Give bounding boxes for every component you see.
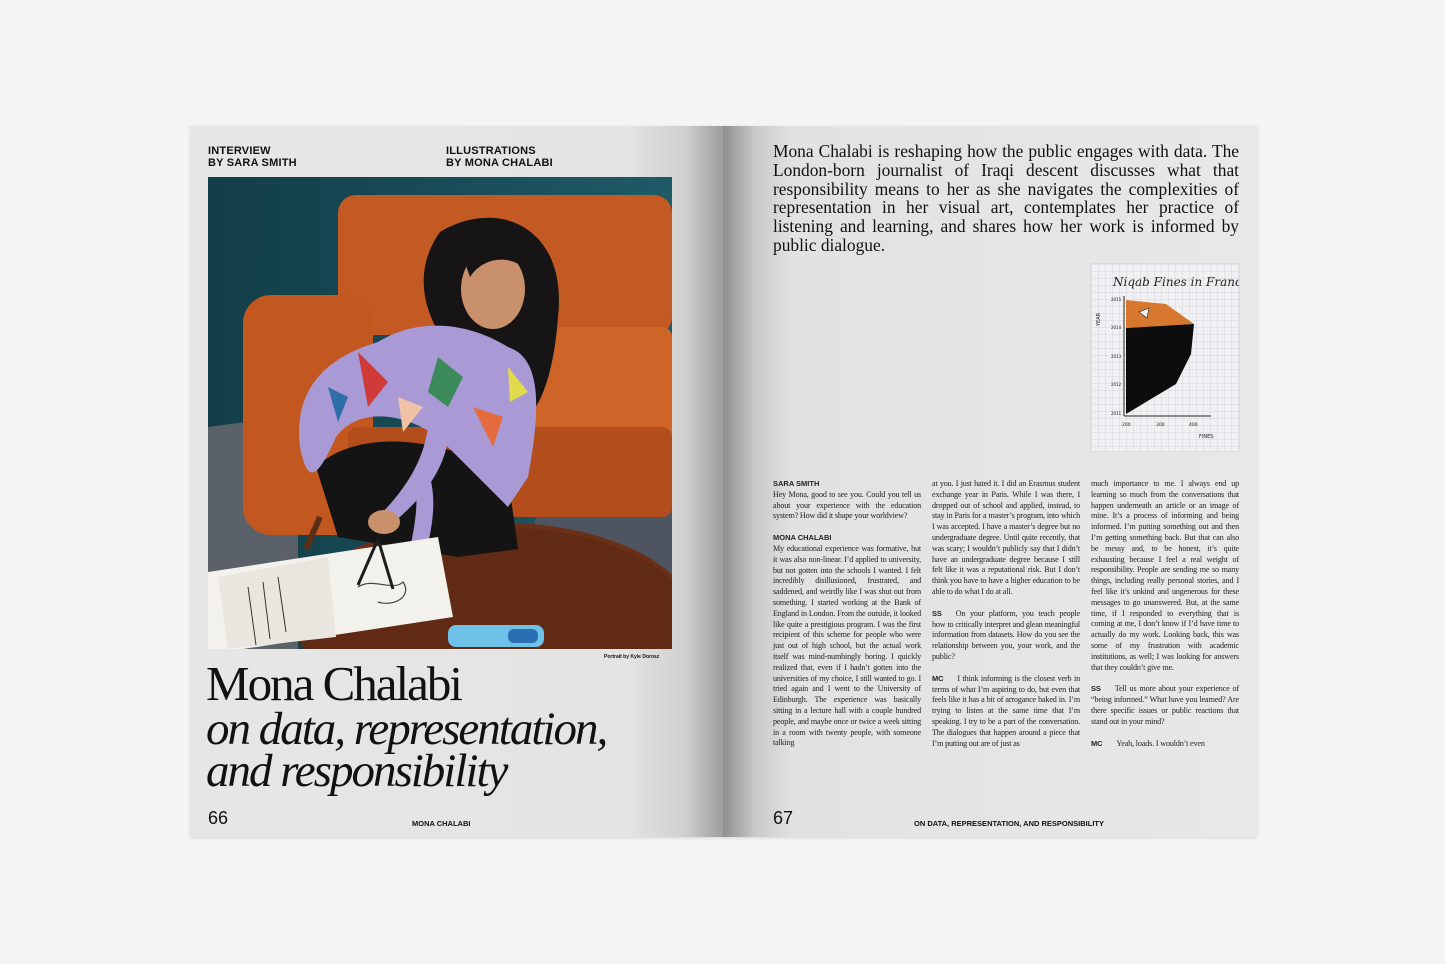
answer-text: My educational experience was formative, but it was also non-linear. I’d applied to university, but not gotten into the schools I wanted. I felt incredibly disillusioned, frustrated, and saddened, and weirdly like I was shut out from something. I started working at the Bank of England in London. From the outside, it looked like quite a prestigious program. I was the first recipient of this scheme for people who were just out of high school, but the actual work itself was mind-numbingly boring. I quickly realized that, even if I hadn’t gotten into the universities of my choice, I still wanted to go. I tried again and I went to the University of Edinburgh. The experience was basically sitting in a lecture hall with a couple hundred people, and maybe once or twice a week sitting in a room with twenty people, with someone talking [773, 543, 921, 748]
interview-columns [773, 479, 1239, 795]
question-text: Hey Mona, good to see you. Could you tell us about your experience with the education system? How did it shape your worldview? [773, 489, 921, 521]
interview-column-2 [932, 479, 1080, 749]
speaker-tag: SS [1091, 684, 1101, 694]
answer-paragraph [1091, 739, 1239, 750]
photo-credit: Portrait by Kyle Dorosz [604, 654, 660, 660]
speaker-name: MONA CHALABI [773, 533, 832, 543]
speaker-tag: MC [932, 673, 944, 683]
portrait-illustration [208, 177, 672, 649]
y-tick: 2015 [1111, 297, 1122, 302]
question-paragraph [932, 609, 1080, 663]
interview-column-1 [773, 479, 921, 749]
x-tick: 400 [1189, 423, 1198, 428]
credit-label: ILLUSTRATIONS [446, 145, 536, 157]
running-head: MONA CHALABI [412, 819, 471, 828]
credit-author: BY MONA CHALABI [446, 157, 553, 169]
credit-author: BY SARA SMITH [208, 157, 297, 169]
title-line-3: and responsibility [206, 745, 507, 797]
interview-column-3 [1091, 479, 1239, 749]
y-axis-label: YEAR [1096, 312, 1102, 326]
y-tick: 2013 [1111, 354, 1122, 359]
illustrations-credit [446, 145, 553, 169]
credit-label: INTERVIEW [208, 145, 271, 157]
left-page [190, 126, 723, 837]
title-line-1: Mona Chalabi [206, 656, 461, 711]
running-head: ON DATA, REPRESENTATION, AND RESPONSIBILITY [914, 819, 1105, 828]
magazine-spread [190, 126, 1257, 837]
x-tick: 200 [1122, 423, 1131, 428]
speaker-tag: SS [932, 608, 942, 618]
niqab-fines-illustration [1091, 264, 1239, 451]
portrait-photo [208, 177, 672, 649]
answer-text: much importance to me. I always end up learning so much from the conversations that happen underneath an article or an image of mine. It’s a process of informing and being informed. I’m putting something out and then I’m getting something back. But that can also be messy and, to be honest, it’s quite exhausting because I feel a real weight of responsibility. People are sending me so many things, including really personal stories, and I feel like it’s unkind and ungenerous for these messages to go unanswered. But, at the same time, if I responded to everything that is coming at me, I don’t know if I’d have time to actually do my work. Looking back, this was some of my frustration with academic institutions, as well; I was looking for answers that they couldn’t give me. [1091, 479, 1239, 672]
answer-text: I think informing is the closest verb in terms of what I’m aspiring to do, but even that feels like it has a bit of arrogance baked in. I’m trying to listen at the same time that I’m speaking. I try to be a part of the conversation. The dialogues that happen around a piece that I’m putting out are of just as [932, 673, 1080, 748]
title-line-2: on data, representation, [206, 703, 607, 755]
y-tick: 2012 [1111, 382, 1122, 387]
question-paragraph [1091, 684, 1239, 727]
x-tick: 300 [1156, 423, 1165, 428]
y-tick: 2014 [1111, 325, 1122, 330]
speaker-name: SARA SMITH [773, 479, 820, 488]
answer-text: at you. I just hated it. I did an Erasmus student exchange year in Paris. While I was there, I dropped out of school and applied, instead, to stay in Paris for a master’s program, into which I was accepted. I have a master’s degree but no undergraduate degree. Until quite recently, that was scary; I wouldn’t publicly say that I didn’t have an undergraduate degree because I still felt like it was a reputational risk. But I don’t think you have to have a higher education to be able to do what I do at all. [932, 479, 1080, 596]
interview-credit [208, 145, 297, 169]
speaker-tag: MC [1091, 738, 1103, 748]
answer-paragraph [932, 674, 1080, 750]
question-text: On your platform, you teach people how to critically interpret and glean meaningful information from datasets. How do you see the relationship between you, your work, and the public? [932, 608, 1080, 661]
illustration-title: Niqab Fines in France [1113, 275, 1239, 289]
hand-drawn-chart [1091, 264, 1239, 451]
x-axis-label: FINES [1199, 434, 1214, 440]
question-text: Tell us more about your experience of “being informed.” What have you learned? Are there specific issues or public reactions that stand out in your mind? [1091, 684, 1239, 726]
y-tick: 2011 [1111, 411, 1122, 416]
answer-text: Yeah, loads. I wouldn’t even [1116, 738, 1205, 748]
page-number: 67 [773, 808, 794, 828]
right-page [723, 126, 1257, 837]
lede-paragraph: Mona Chalabi is reshaping how the public engages with data. The London-born journalist of Iraqi descent discusses what that responsibility means to her as she navigates the complexities of representation in her visual art, contemplates her practice of listening and learning, and shares how her work is informed by public dialogue. [773, 141, 1239, 255]
page-number: 66 [208, 808, 229, 828]
